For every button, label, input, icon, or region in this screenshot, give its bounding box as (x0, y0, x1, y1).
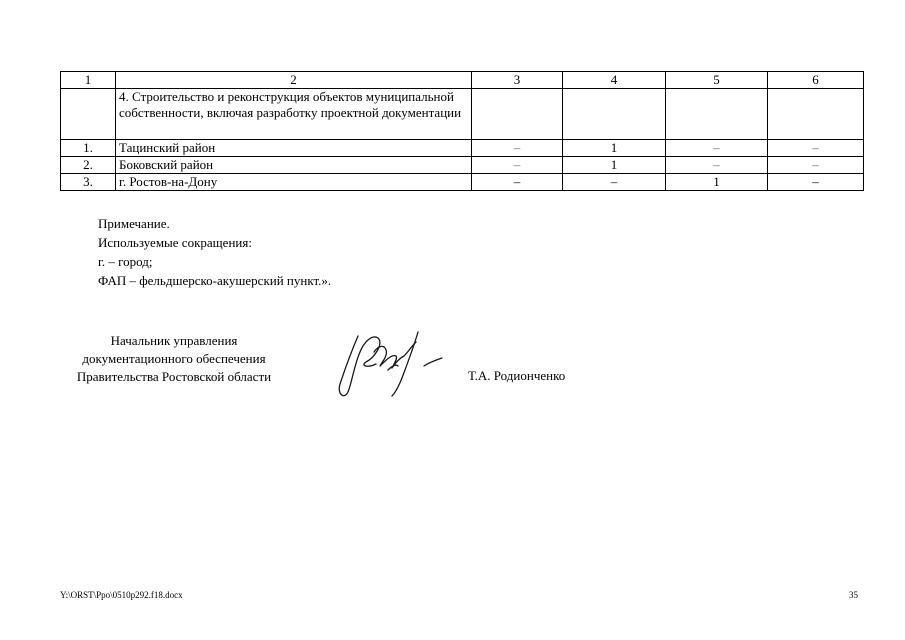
row-cell-3: – (472, 157, 563, 174)
row-cell-4: – (563, 174, 666, 191)
section-cell-5 (666, 89, 768, 140)
row-name: Тацинский район (116, 140, 472, 157)
row-num: 3. (61, 174, 116, 191)
page-number: 35 (849, 590, 858, 600)
row-cell-3: – (472, 174, 563, 191)
signer-position-line: Начальник управления (110, 333, 238, 348)
table-row (61, 157, 864, 174)
section-title: 4. Строительство и реконструкция объектов муниципальной собственности, включая разработку проектной документации (116, 89, 472, 140)
row-name: г. Ростов-на-Дону (116, 174, 472, 191)
data-table (60, 71, 864, 191)
header-cell-3: 3 (472, 72, 563, 89)
header-cell-4: 4 (563, 72, 666, 89)
signer-position (58, 332, 290, 386)
row-cell-5: – (666, 157, 768, 174)
signer-position-line: Правительства Ростовской области (76, 369, 272, 384)
header-cell-6: 6 (768, 72, 864, 89)
section-cell-3 (472, 89, 563, 140)
abbreviations-heading: Используемые сокращения: (98, 235, 252, 250)
row-name: Боковский район (116, 157, 472, 174)
section-row (61, 89, 864, 140)
handwritten-signature (330, 322, 445, 404)
header-cell-5: 5 (666, 72, 768, 89)
signer-position-line: документационного обеспечения (82, 351, 266, 366)
row-cell-4: 1 (563, 140, 666, 157)
header-cell-1: 1 (61, 72, 116, 89)
row-cell-6: – (768, 140, 864, 157)
row-cell-5: – (666, 140, 768, 157)
row-cell-5: 1 (666, 174, 768, 191)
file-path: Y:\ORST\Ppo\0510p292.f18.docx (60, 590, 183, 600)
table-row (61, 140, 864, 157)
abbreviation-item: г. – город; (98, 254, 153, 269)
row-num: 1. (61, 140, 116, 157)
notes-title: Примечание. (98, 216, 170, 231)
section-num (61, 89, 116, 140)
row-cell-6: – (768, 174, 864, 191)
abbreviation-item: ФАП – фельдшерско-акушерский пункт.». (98, 273, 332, 288)
header-cell-2: 2 (116, 72, 472, 89)
notes-block (98, 214, 331, 290)
row-cell-4: 1 (563, 157, 666, 174)
section-cell-4 (563, 89, 666, 140)
row-cell-3: – (472, 140, 563, 157)
row-cell-6: – (768, 157, 864, 174)
row-num: 2. (61, 157, 116, 174)
table-header-row (61, 72, 864, 89)
section-cell-6 (768, 89, 864, 140)
signer-name: Т.А. Родионченко (468, 368, 566, 383)
table-row (61, 174, 864, 191)
